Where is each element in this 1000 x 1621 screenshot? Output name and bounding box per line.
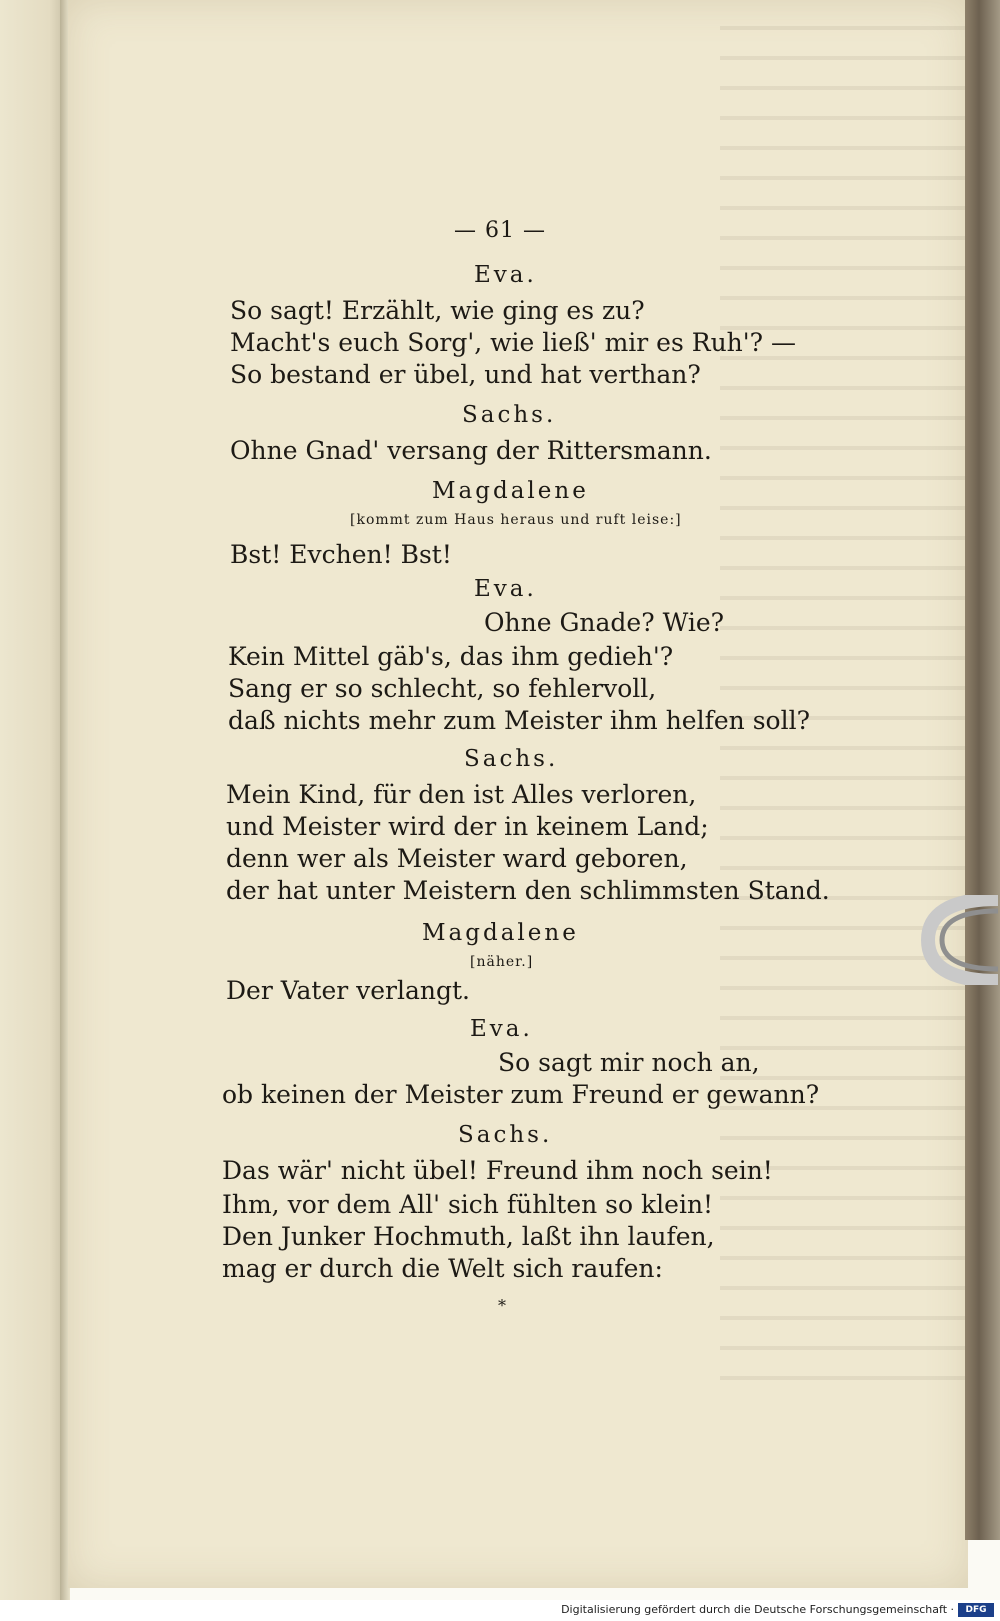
speaker-name: Eva.: [474, 262, 537, 288]
speaker-name: Magdalene: [422, 920, 579, 946]
verse-line: Das wär' nicht übel! Freund ihm noch sein!: [222, 1156, 773, 1185]
verse-line: So sagt mir noch an,: [498, 1048, 760, 1077]
verse-line: Bst! Evchen! Bst!: [230, 540, 452, 569]
speaker-name: Eva.: [474, 576, 537, 602]
verse-line: Sang er so schlecht, so fehlervoll,: [228, 674, 657, 703]
verse-line: Kein Mittel gäb's, das ihm gedieh'?: [228, 642, 674, 671]
verse-line: ob keinen der Meister zum Freund er gewann?: [222, 1080, 820, 1109]
verse-line: So sagt! Erzählt, wie ging es zu?: [230, 296, 645, 325]
verse-line: Macht's euch Sorg', wie ließ' mir es Ruh'? —: [230, 328, 797, 357]
speaker-name: Eva.: [470, 1016, 533, 1042]
verse-line: und Meister wird der in keinem Land;: [226, 812, 709, 841]
show-through-text: [720, 0, 965, 1400]
verse-line: der hat unter Meistern den schlimmsten Stand.: [226, 876, 830, 905]
dfg-logo: DFG: [958, 1603, 994, 1617]
verse-line: Den Junker Hochmuth, laßt ihn laufen,: [222, 1222, 715, 1251]
verse-line: Ohne Gnade? Wie?: [484, 608, 725, 637]
verse-line: denn wer als Meister ward geboren,: [226, 844, 688, 873]
stage-direction: [näher.]: [470, 954, 534, 970]
verse-line: daß nichts mehr zum Meister ihm helfen soll?: [228, 706, 810, 735]
stage-direction: [kommt zum Haus heraus und ruft leise:]: [350, 512, 682, 528]
paper-clip-icon: [918, 895, 1000, 985]
verse-line: Der Vater verlangt.: [226, 976, 471, 1005]
verse-line: Mein Kind, für den ist Alles verloren,: [226, 780, 697, 809]
speaker-name: Sachs.: [458, 1122, 553, 1148]
footer-bar: [0, 1600, 1000, 1621]
verse-line: mag er durch die Welt sich raufen:: [222, 1254, 663, 1283]
verse-line: Ohne Gnad' versang der Rittersmann.: [230, 436, 712, 465]
speaker-name: Sachs.: [462, 402, 557, 428]
page-number: — 61 —: [454, 218, 546, 243]
verse-line: *: [498, 1296, 506, 1315]
funding-credit: Digitalisierung gefördert durch die Deutsche Forschungsgemeinschaft ·: [561, 1603, 954, 1616]
speaker-name: Magdalene: [432, 478, 589, 504]
verse-line: So bestand er übel, und hat verthan?: [230, 360, 701, 389]
verse-line: Ihm, vor dem All' sich fühlten so klein!: [222, 1190, 714, 1219]
speaker-name: Sachs.: [464, 746, 559, 772]
